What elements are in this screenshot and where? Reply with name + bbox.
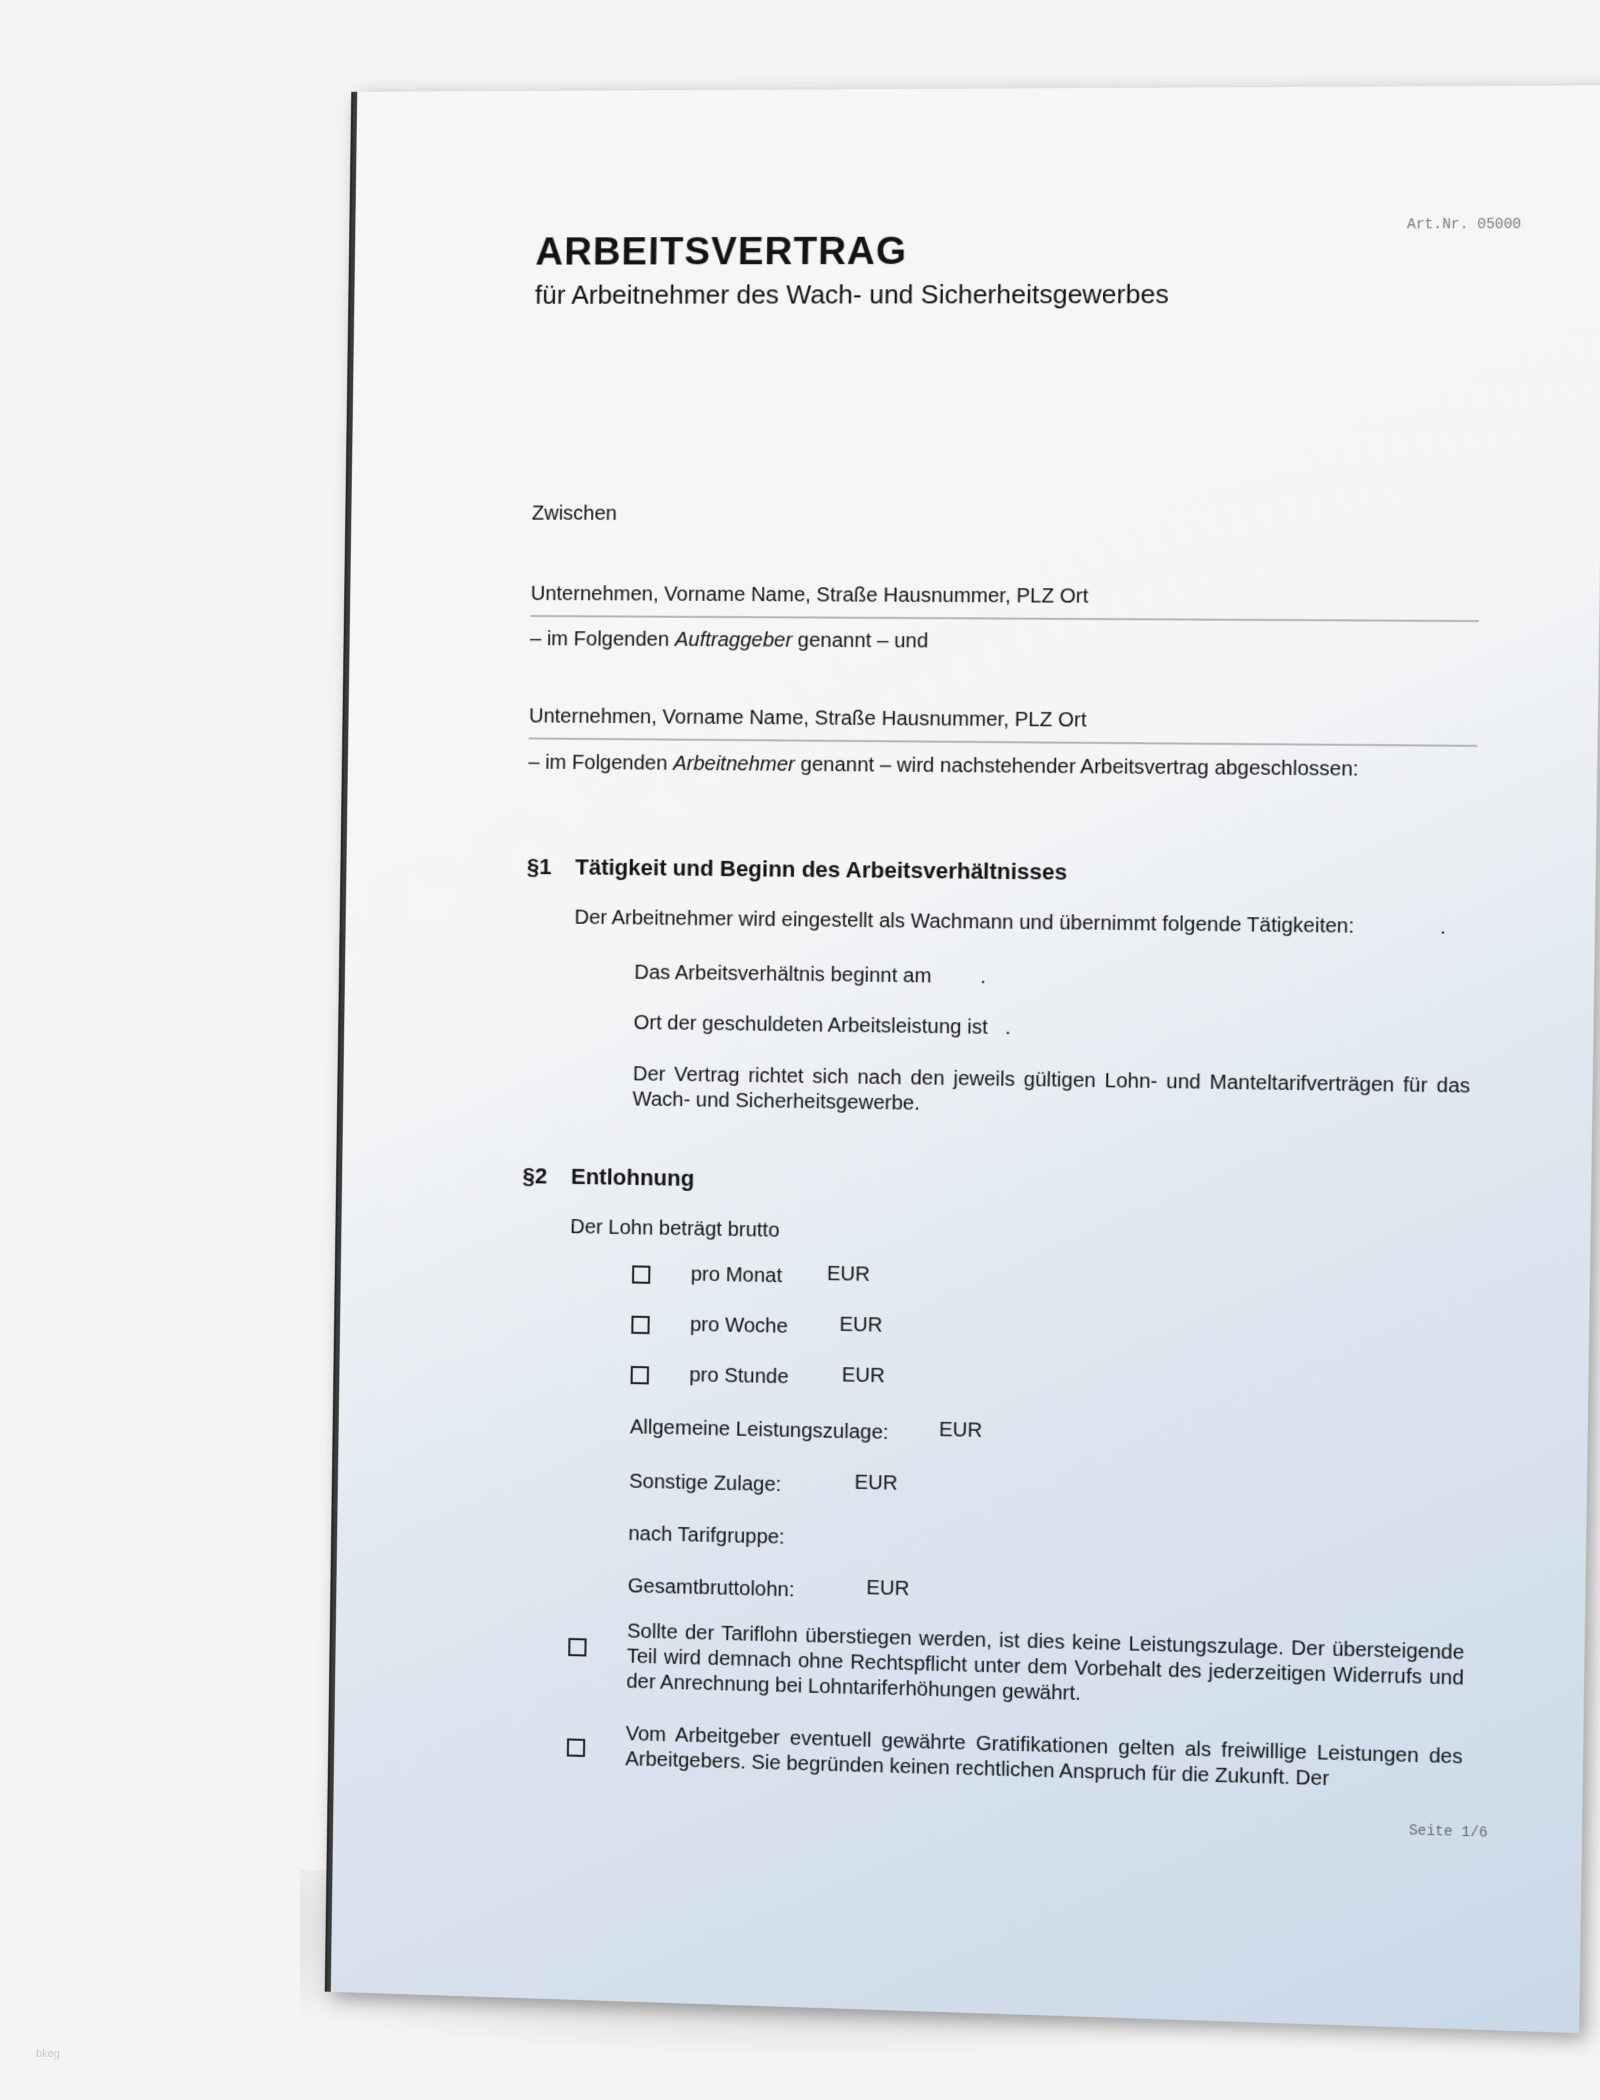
document-title: ARBEITSVERTRAG [535,230,908,274]
other-allowance-label: Sonstige Zulage: [629,1470,782,1497]
pro-woche-currency: EUR [839,1313,883,1337]
pro-monat-currency: EUR [826,1262,871,1286]
party1-address-field[interactable]: Unternehmen, Vorname Name, Straße Hausnummer, PLZ Ort [530,582,1089,608]
wage-intro: Der Lohn beträgt brutto [570,1216,780,1242]
pro-woche-checkbox[interactable] [631,1316,649,1334]
section1-intro: Der Arbeitnehmer wird eingestellt als Wachmann und übernimmt folgende Tätigkeiten: [574,906,1355,938]
work-location-label: Ort der geschuldeten Arbeitsleistung ist [633,1011,988,1039]
party2-address-field[interactable]: Unternehmen, Vorname Name, Straße Hausnummer, PLZ Ort [528,705,1087,732]
pro-woche-label: pro Woche [689,1313,789,1338]
pro-monat-checkbox[interactable] [632,1265,650,1283]
start-date-label: Das Arbeitsverhältnis beginnt am [634,961,932,988]
section2-title: Entlohnung [570,1163,695,1191]
pro-stunde-currency: EUR [841,1364,886,1388]
tariff-excess-clause: Sollte der Tariflohn überstiegen werden, ist dies keine Leistungszulage. Der übersteigende Teil wird demnach ohne Rechtspflicht unter dem Vorbehalt des jederzeitigen Widerrufs und der Anrechnung bei Lohntariferhöhungen gewährt. [626,1620,1465,1706]
gratification-clause: Vom Arbeitgeber eventuell gewährte Gratifikationen gelten als freiwillige Leistungen des Arbeitgebers. Sie begründen keinen rechtlichen Anspruch für die Zukunft. Der [625,1722,1463,1791]
total-gross-label: Gesamtbruttolohn: [627,1575,795,1602]
general-allowance-currency: EUR [938,1418,983,1443]
party1-role-name: Auftraggeber [674,628,793,652]
section2-heading [522,1163,694,1192]
document-page [327,85,1600,2033]
corner-watermark: bkeg [36,2048,60,2060]
party2-role-suffix: genannt – wird nachstehender Arbeitsvertrag abgeschlossen: [794,753,1359,781]
party1-divider [530,615,1479,622]
party2-role-name: Arbeitnehmer [672,752,796,776]
party1-role-text [530,628,928,654]
section1-number: §1 [526,853,552,880]
between-label: Zwischen [531,502,618,525]
section2-number: §2 [522,1163,548,1189]
document-content [331,85,1600,2033]
pro-stunde-checkbox[interactable] [631,1366,649,1384]
section1-intro-end: . [1439,916,1447,939]
gratification-checkbox[interactable] [567,1738,585,1757]
total-gross-currency: EUR [866,1576,910,1601]
party1-role-prefix: – im Folgenden [529,628,675,651]
article-number: Art.Nr. 05000 [1406,216,1522,234]
pro-stunde-label: pro Stunde [689,1364,789,1389]
start-date-end: . [980,965,987,989]
document-subtitle: für Arbeitnehmer des Wach- und Sicherheitsgewerbes [534,278,1169,310]
pro-monat-label: pro Monat [690,1263,783,1288]
section1-title: Tätigkeit und Beginn des Arbeitsverhältnisses [575,854,1068,885]
party2-role-prefix: – im Folgenden [528,751,674,775]
party2-divider [529,737,1477,746]
tariff-group-label: nach Tarifgruppe: [628,1522,785,1549]
work-location-end: . [1004,1016,1012,1040]
section1-heading [527,854,1068,886]
other-allowance-currency: EUR [854,1471,898,1495]
page-number: Seite 1/6 [1408,1823,1488,1842]
general-allowance-label: Allgemeine Leistungszulage: [629,1416,889,1445]
party2-role-text [528,751,1359,781]
party1-role-suffix: genannt – und [791,629,929,653]
tariff-excess-checkbox[interactable] [568,1638,586,1657]
contract-basis-text: Der Vertrag richtet sich nach den jeweils gültigen Lohn- und Manteltarifverträgen für das Wach- und Sicherheitsgewerbe. [632,1063,1471,1115]
